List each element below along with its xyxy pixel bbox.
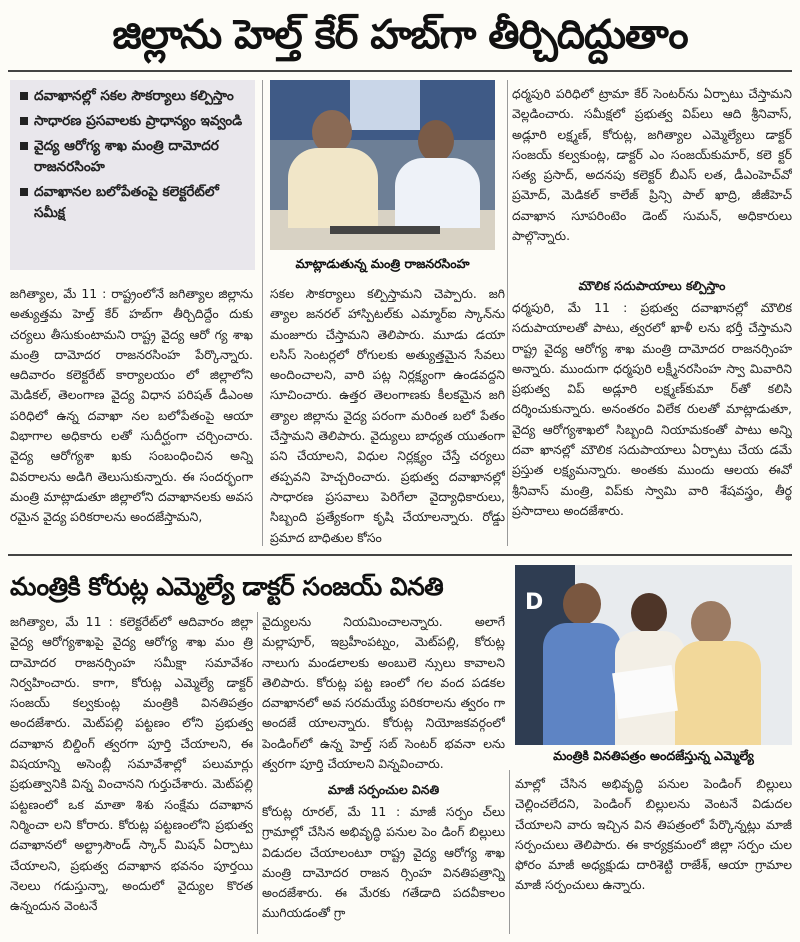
article2-col2a-text: వైద్యులను నియమించాలన్నారు. అలాగే మల్లాపూర్, ఇబ్రహీంపట్నం, మెట్‌పల్లి, కోరుట్ల నాలుగు మండలాలకు అంబులె న్సులు కావాలని తెలిపారు. కోరుట్ల పట్ట ణంలో గల వంద పడకల దవాఖానలో అవ సరమయ్యే పరికరాలను త్వరం గా అందజే యాలన్నారు. కోరుట్ల నియోజకవర్గంలో పెండింగ్‌లో ఉన్న హెల్త్ సబ్ సెంటర్ భవనా లను త్వరగా పూర్తి చేయాలని విన్నవించారు.	[262, 614, 505, 772]
article1-column3-top	[512, 84, 792, 274]
subhead-ex-sarpanch	[262, 780, 505, 802]
highlight-item: దవాఖానల్లో సకల సౌకర్యాలు కల్పిస్తాం	[20, 86, 249, 107]
minister-photo	[270, 80, 495, 250]
highlight-item: వైద్య ఆరోగ్య శాఖ మంత్రి దామోదర రాజనరసింహ	[20, 136, 249, 178]
petition-photo: D	[515, 565, 792, 745]
article1-column1	[10, 284, 253, 546]
article2-col1-text: జగిత్యాల, మే 11 : కలెక్టరేట్‌లో ఆదివారం జిల్లా వైద్య ఆరోగ్యశాఖపై వైద్య ఆరోగ్య శాఖ మం త్రి దామోదర రాజనర్సింహ సమీక్షా సమావేశం నిర్వహించారు. కాగా, కోరుట్ల ఎమ్మెల్యే డాక్టర్ సంజయ్ కల్వకుంట్ల మంత్రికి వినతిపత్రం అందజేశారు. మెట్‌పల్లి పట్టణం లోని ప్రభుత్వ దవాఖాన బిల్డింగ్ త్వరగా పూర్తి చేయాలని, ఈ విషయాన్ని అసెంబ్లీ సమావేశాల్లో పలుమార్లు ప్రభుత్వానికి విన్న వించానని గుర్తుచేశారు. మెట్‌పల్లి పట్టణంలో ఒక మాతా శిశు సంక్షేమ దవాఖాన నిర్మించా లని కోరారు. కోరుట్ల పట్టణంలోని ప్రభుత్వ దవాఖానలో అల్ట్రాసౌండ్ స్కాన్ మిషన్ ఏర్పాటు చేయాలని, ప్రభుత్వ దవాఖాన భవనం పూర్తయి నెలలు గడుస్తున్నా, అందులో వైద్యుల కొరత ఉన్నందున వెంటనే	[10, 614, 253, 914]
subhead-text: మాజీ సర్పంచుల వినతి	[327, 782, 440, 797]
article1-column2	[270, 284, 505, 546]
column-divider	[509, 770, 510, 934]
article1-col3b-text: ధర్మపురి, మే 11 : ప్రభుత్వ దవాఖానల్లో మౌలిక సదుపాయాలతో పాటు, త్వరలో ఖాళీ లను భర్తీ చేస్తామని రాష్ట్ర వైద్య ఆరోగ్య శాఖ మంత్రి దామోదర రాజనర్సింహ అన్నారు. ముందుగా ధర్మపురి లక్ష్మీనరసింహ స్వా మివారిని ప్రభుత్వ విప్ అడ్లూరి లక్ష్మణ్‌కుమా ర్‌తో కలిసి దర్శించుకున్నారు. అనంతరం విలేక రులతో మాట్లాడుతూ, వైద్య ఆరోగ్యశాఖలో సిబ్బంది నియామకంతో పాటు అన్ని దవా ఖానల్లో మౌలిక సదుపాయాలు ఏర్పాటు చేయ డమే ప్రస్తుత లక్ష్యమన్నారు. అంతకు ముందు ఆలయ ఈవో శ్రీనివాస్ మంత్రి, విప్‌కు స్వామి వారి శేషవస్త్రం, తీర్థ ప్రసాదాలు అందజేశారు.	[512, 300, 792, 518]
article2-column1	[10, 612, 253, 934]
section-divider	[8, 554, 792, 556]
subhead-text: మౌలిక సదుపాయాలు కల్పిస్తాం	[578, 278, 726, 293]
article2-col3-text: మాల్లో చేసిన అభివృద్ధి పనుల పెండింగ్ బిల్లులు చెల్లించలేదని, పెండింగ్ బిల్లులను వెంటనే విడుదల చేయాలని వారు ఇచ్చిన విన తిపత్రంలో పేర్కొన్నట్లు మాజీ సర్పంచులు తెలిపారు. ఈ కార్యక్రమంలో జిల్లా సర్పం చుల ఫోరం మాజీ అధ్యక్షుడు దారిశెట్టి రాజేశ్, ఆయా గ్రామాల మాజీ సర్పంచులు ఉన్నారు.	[515, 776, 792, 893]
column-divider	[257, 612, 258, 934]
petition-caption: మంత్రికి వినతిపత్రం అందజేస్తున్న ఎమ్మెల్యే	[553, 748, 754, 763]
second-headline: మంత్రికి కోరుట్ల ఎమ్మెల్యే డాక్టర్ సంజయ్ వినతి	[10, 572, 444, 601]
highlights-box	[10, 80, 255, 270]
article2-column2-bottom	[262, 802, 505, 934]
highlight-item: సాధారణ ప్రసవాలకు ప్రాధాన్యం ఇవ్వండి	[20, 111, 249, 132]
article2-column2-top	[262, 612, 505, 780]
subhead-infrastructure	[512, 276, 792, 298]
headline-divider	[8, 70, 792, 72]
article1-col1-text: జగిత్యాల, మే 11 : రాష్ట్రంలోనే జగిత్యాల జిల్లాను అత్యుత్తమ హెల్త్ కేర్ హబ్‌గా తీర్చిదిద్దేం దుకు చర్యలు తీసుకుంటామని రాష్ట్ర వైద్య ఆరో గ్య శాఖ మంత్రి దామోదర రాజనరసింహ పేర్కొన్నారు. ఆదివారం కలెక్టరేట్ కార్యాలయం లో జిల్లాలోని మెడికల్, తెలంగాణ వైద్య విధాన పరిషత్ డీఎంఅ పరిధిలో ఉన్న దవాఖా నల బలోపేతంపై ఆయా విభాగాల అధికారు లతో సుదీర్ఘంగా చర్చించారు. వైద్య ఆరోగ్యశా ఖకు సంబంధించిన అన్ని వివరాలను అడిగి తెలుసుకున్నారు. ఈ సందర్భంగా మంత్రి మాట్లాడుతూ జిల్లాలోని దవాఖానలకు అవస రమైన వైద్య పరికరాలను అందజేస్తామని,	[10, 286, 253, 525]
article1-column3-bottom	[512, 298, 792, 546]
photo-caption: మాట్లాడుతున్న మంత్రి రాజనరసింహ	[295, 256, 470, 271]
article1-col2-text: సకల సౌకర్యాలు కల్పిస్తామని చెప్పారు. జగి త్యాల జనరల్ హాస్పిటల్‌కు ఎమ్మార్ఐ స్కాన్‌ను మంజూరు చేస్తామని తెలిపారు. మూడు డయా లసిస్ సెంటర్లలో రోగులకు అత్యుత్తమైన సేవలు అందించాలని, వారి పట్ల నిర్లక్ష్యంగా ఉండవద్దని సూచించారు. ఉత్తర తెలంగాణకు కీలకమైన జగి త్యాల జిల్లాను వైద్య పరంగా మరింత బలో పేతం చేస్తామని తెలిపారు. వైద్యులు బాధ్యత యుతంగా పని చేయాలని, విధుల నిర్లక్ష్యం చేస్తే చర్యలు తప్పవని హెచ్చరించారు. ప్రభుత్వ దవాఖానల్లో సాధారణ ప్రసవాలు పెరిగేలా వైద్యాధికారులు, సిబ్బంది ప్రత్యేకంగా కృషి చేయాలన్నారు. రోడ్డు ప్రమాద బాధితుల కోసం	[270, 286, 505, 545]
article1-col3a-text: ధర్మపురి పరిధిలో ట్రామా కేర్ సెంటర్‌ను ఏర్పాటు చేస్తామని వెల్లడించారు. సమీక్షలో ప్రభుత్వ విప్‌లు ఆది శ్రీనివాస్, అడ్లూరి లక్ష్మణ్, కోరుట్ల, జగిత్యాల ఎమ్మెల్యేలు డాక్టర్ సంజయ్ కల్వకుంట్ల, డాక్టర్ ఎం సంజయ్‌కుమార్, కలె క్టర్ సత్య ప్రసాద్, అదనపు కలెక్టర్ బీఎస్ లత, డీఎంహెచ్‌వో ప్రమోద్, మెడికల్ కాలేజ్ ప్రిన్సి పాల్ ఖాద్రి, జీజీహెచ్ దవాఖాన సూపరింటెం డెంట్ సుమన్, అధికారులు పాల్గొన్నారు.	[512, 86, 792, 244]
article2-col2b-text: కోరుట్ల రూరల్, మే 11 : మాజీ సర్పం చ్‌లు గ్రామాల్లో చేసిన అభివృద్ధి పనుల పెం డింగ్ బిల్లులు విడుదల చేయాలంటూ రాష్ట్ర వైద్య ఆరోగ్య శాఖ మంత్రి దామోదర రాజన ర్సింహ వినతిపత్రాన్ని అందజేశారు. ఈ మేరకు గతేడాది పదవీకాలం ముగియడంతో గ్రా	[262, 804, 505, 921]
column-divider	[262, 80, 263, 546]
headline: జిల్లాను హెల్త్ కేర్ హబ్‌గా తీర్చిదిద్దుతాం	[112, 12, 688, 58]
highlight-item: దవాఖానల బలోపేతంపై కలెక్టరేట్‌లో సమీక్ష	[20, 182, 249, 224]
article2-column3	[515, 774, 792, 934]
column-divider	[507, 80, 508, 546]
